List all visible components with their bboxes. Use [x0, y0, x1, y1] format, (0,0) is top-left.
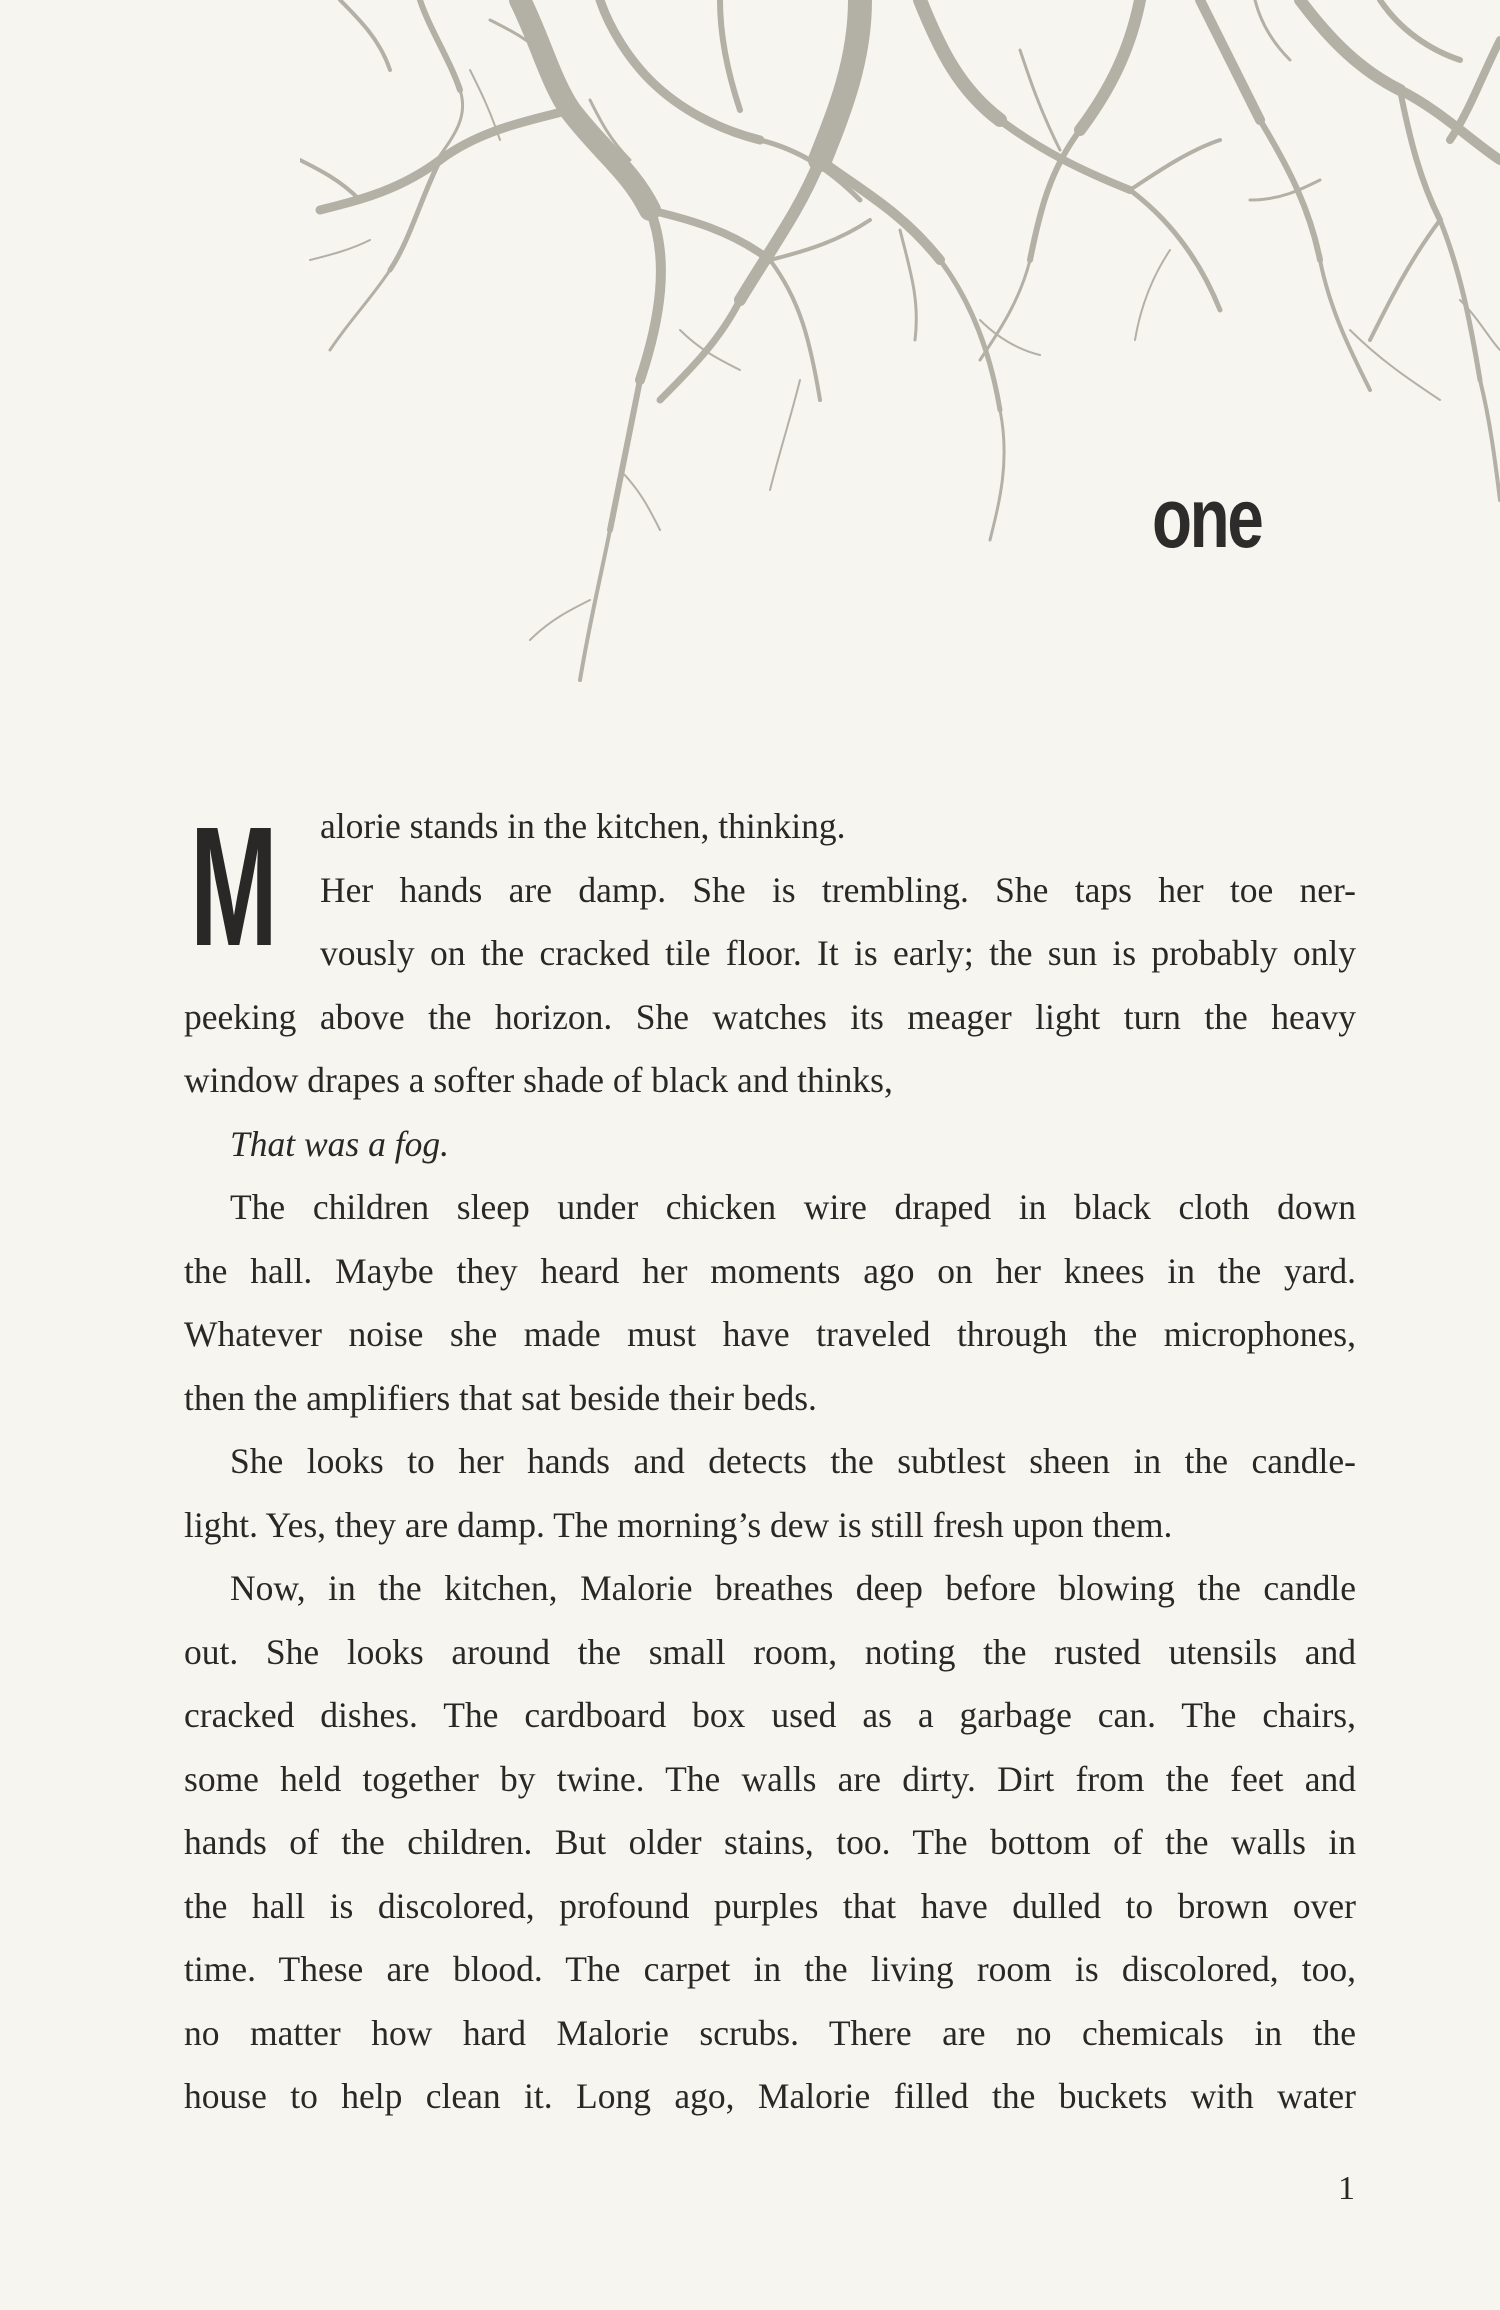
- text-line: cracked dishes. The cardboard box used as a garbage can. The chairs,: [184, 1695, 1356, 1735]
- text-line: Now, in the kitchen, Malorie breathes deep before blowing the candle: [230, 1568, 1356, 1608]
- text-line: peeking above the horizon. She watches its meager light turn the heavy: [184, 996, 1356, 1037]
- text-line: She looks to her hands and detects the subtlest sheen in the candle-: [230, 1441, 1356, 1481]
- chapter-title: one: [1152, 471, 1262, 565]
- text-line: then the amplifiers that sat beside their beds.: [184, 1377, 817, 1418]
- text-line: light. Yes, they are damp. The morning’s dew is still fresh upon them.: [184, 1504, 1173, 1545]
- text-line: the hall. Maybe they heard her moments ago on her knees in the yard.: [184, 1250, 1356, 1291]
- text-line: no matter how hard Malorie scrubs. There are no chemicals in the: [184, 2012, 1356, 2053]
- text-line: time. These are blood. The carpet in the living room is discolored, too,: [184, 1949, 1356, 1989]
- text-line: Whatever noise she made must have traveled through the microphones,: [184, 1314, 1356, 1354]
- text-line: window drapes a softer shade of black and thinks,: [184, 1060, 893, 1100]
- text-line: the hall is discolored, profound purples that have dulled to brown over: [184, 1885, 1356, 1926]
- text-line: Her hands are damp. She is trembling. She taps her toe ner-: [320, 869, 1356, 910]
- text-line: vously on the cracked tile floor. It is early; the sun is probably only: [320, 933, 1356, 973]
- text-line: alorie stands in the kitchen, thinking.: [320, 806, 846, 846]
- body-text: [184, 792, 1356, 2129]
- text-line: some held together by twine. The walls are dirty. Dirt from the feet and: [184, 1758, 1356, 1799]
- text-line: That was a fog.: [230, 1123, 449, 1164]
- text-line: The children sleep under chicken wire draped in black cloth down: [230, 1187, 1356, 1227]
- text-line: hands of the children. But older stains, too. The bottom of the walls in: [184, 1822, 1356, 1862]
- text-line: house to help clean it. Long ago, Malorie filled the buckets with water: [184, 2076, 1356, 2116]
- page-number: 1: [1338, 2170, 1355, 2207]
- drop-cap: M: [190, 792, 278, 982]
- text-line: out. She looks around the small room, noting the rusted utensils and: [184, 1631, 1356, 1672]
- tree-branches-illustration: [300, 0, 1500, 760]
